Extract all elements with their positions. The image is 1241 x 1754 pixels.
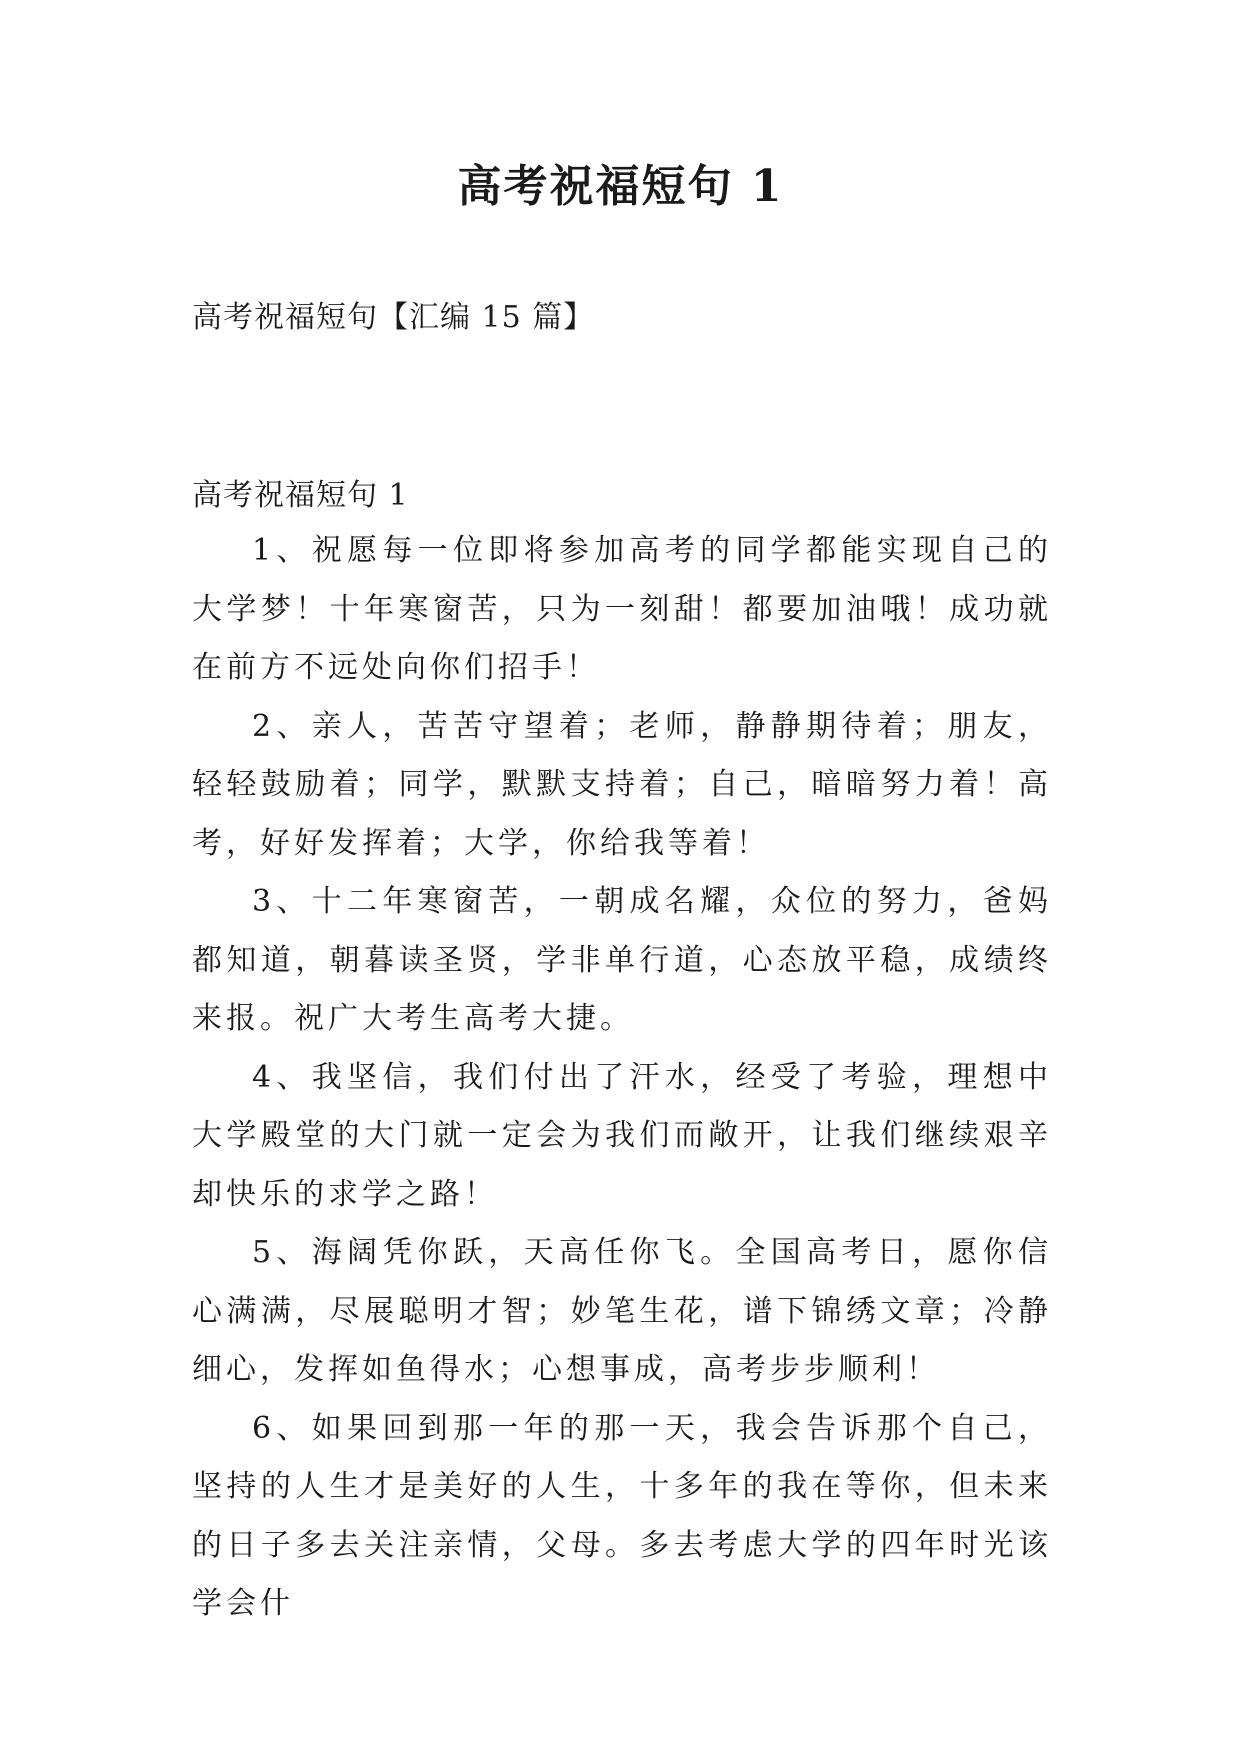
paragraph: 3、十二年寒窗苦，一朝成名耀，众位的努力，爸妈都知道，朝暮读圣贤，学非单行道，心态放平稳，成绩终来报。祝广大考生高考大捷。 [192, 884, 1052, 1036]
document-subtitle: 高考祝福短句【汇编 15 篇】 [192, 300, 595, 335]
document-title: 高考祝福短句 1 [457, 161, 784, 212]
paragraph: 1、祝愿每一位即将参加高考的同学都能实现自己的大学梦！十年寒窗苦，只为一刻甜！都要加油哦！成功就在前方不远处向你们招手！ [192, 533, 1052, 685]
paragraph: 5、海阔凭你跃，天高任你飞。全国高考日，愿你信心满满，尽展聪明才智；妙笔生花，谱下锦绣文章；冷静细心，发挥如鱼得水；心想事成，高考步步顺利！ [192, 1235, 1052, 1387]
paragraph: 2、亲人，苦苦守望着；老师，静静期待着；朋友，轻轻鼓励着；同学，默默支持着；自己，暗暗努力着！高考，好好发挥着；大学，你给我等着！ [192, 708, 1052, 861]
paragraph: 6、如果回到那一年的那一天，我会告诉那个自己，坚持的人生才是美好的人生，十多年的我在等你，但未来的日子多去关注亲情，父母。多去考虑大学的四年时光该学会什 [192, 1410, 1052, 1621]
document-body [192, 522, 1052, 1634]
section-heading: 高考祝福短句 1 [192, 478, 409, 513]
paragraph: 4、我坚信，我们付出了汗水，经受了考验，理想中大学殿堂的大门就一定会为我们而敞开，让我们继续艰辛却快乐的求学之路！ [192, 1059, 1052, 1212]
